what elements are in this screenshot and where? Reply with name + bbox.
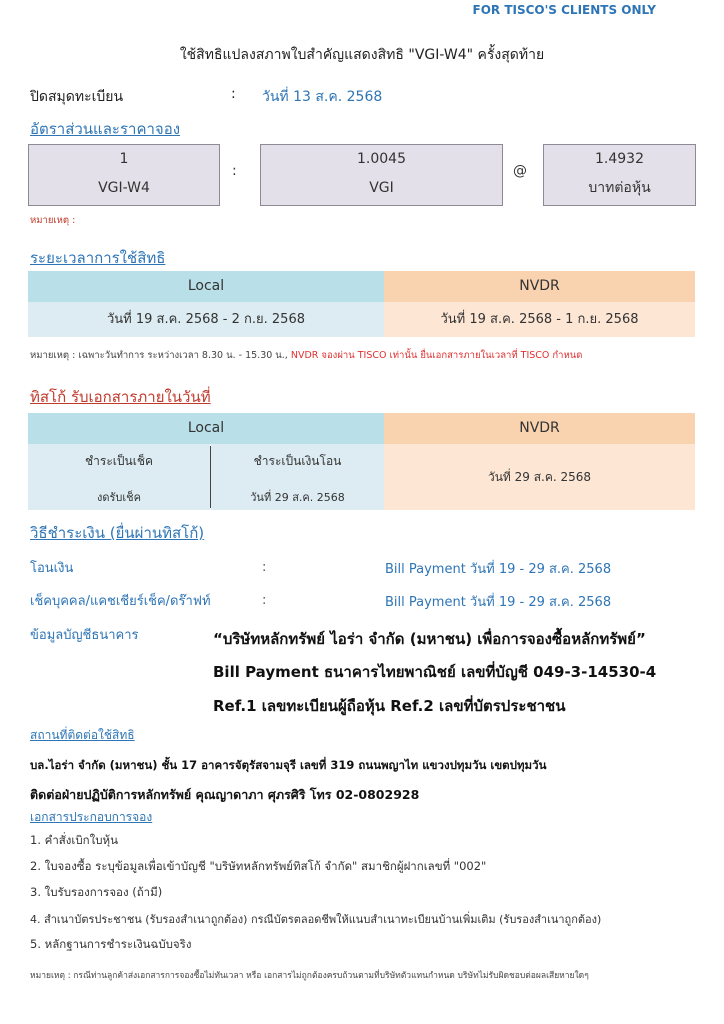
document-item: 2. ใบจองซื้อ ระบุข้อมูลเพื่อเข้าบัญชี "บริษัทหลักทรัพย์ทิสโก้ จำกัด" สมาชิกผู้ฝากเลขที่ "002" bbox=[30, 859, 487, 873]
ratio-box-share bbox=[260, 144, 503, 206]
submission-local-header: Local bbox=[28, 413, 384, 444]
ratio-box-price-unit: บาทต่อหุ้น bbox=[588, 180, 651, 196]
ratio-box-warrant bbox=[28, 144, 220, 206]
period-local-value: วันที่ 19 ส.ค. 2568 - 2 ก.ย. 2568 bbox=[28, 302, 384, 337]
submission-transfer-cell bbox=[211, 444, 384, 510]
period-nvdr-header: NVDR bbox=[384, 271, 695, 302]
submission-table bbox=[28, 413, 695, 510]
book-close-label: ปิดสมุดทะเบียน bbox=[30, 89, 124, 105]
ratio-separator-at: @ bbox=[513, 163, 527, 179]
period-note-nvdr: NVDR จองผ่าน TISCO เท่านั้น ยื่นเอกสารภายในเวลาที่ TISCO กำหนด bbox=[287, 350, 583, 361]
period-note bbox=[30, 348, 582, 363]
payment-cheque-value: Bill Payment วันที่ 19 - 29 ส.ค. 2568 bbox=[385, 595, 612, 610]
submission-transfer-label: ชำระเป็นเงินโอน bbox=[253, 454, 342, 468]
payment-transfer-colon: : bbox=[262, 560, 267, 575]
ratio-separator-colon: : bbox=[232, 163, 237, 179]
bank-account-number: Bill Payment ธนาคารไทยพาณิชย์ เลขที่บัญชี 049-3-14530-4 bbox=[213, 663, 657, 681]
ratio-heading: อัตราส่วนและราคาจอง bbox=[30, 120, 181, 138]
document-item: 4. สำเนาบัตรประชาชน (รับรองสำเนาถูกต้อง) กรณีบัตรตลอดชีพให้แนบสำเนาทะเบียนบ้านเพิ่มเติม (รับรองสำเนาถูกต้อง) bbox=[30, 913, 602, 926]
period-note-text: หมายเหตุ : เฉพาะวันทำการ ระหว่างเวลา 8.30 น. - 15.30 น., bbox=[30, 350, 288, 361]
submission-heading: ทิสโก้ รับเอกสารภายในวันที่ bbox=[30, 388, 211, 406]
documents-note: หมายเหตุ : กรณีท่านลูกค้าส่งเอกสารการจองซื้อไม่ทันเวลา หรือ เอกสารไม่ถูกต้องครบถ้วนตามที่บริษัทตัวแทนกำหนด บริษัทไม่รับผิดชอบต่อผลเสียหายใดๆ bbox=[30, 971, 589, 981]
submission-nvdr-header: NVDR bbox=[384, 413, 695, 444]
document-item: 5. หลักฐานการชำระเงินฉบับจริง bbox=[30, 937, 192, 951]
ratio-box-price-value: 1.4932 bbox=[595, 151, 644, 167]
payment-heading: วิธีชำระเงิน (ยื่นผ่านทิสโก้) bbox=[30, 524, 205, 542]
contact-phone: ติดต่อฝ่ายปฏิบัติการหลักทรัพย์ คุณญาดาภา ศุภรศิริ โทร 02-0802928 bbox=[30, 787, 420, 802]
bank-account-name: “บริษัทหลักทรัพย์ ไอร่า จำกัด (มหาชน) เพื่อการจองซื้อหลักทรัพย์” bbox=[213, 630, 646, 648]
documents-heading: เอกสารประกอบการจอง bbox=[30, 810, 153, 824]
ratio-box-price bbox=[543, 144, 696, 206]
submission-cheque-value: งดรับเช็ค bbox=[97, 491, 141, 504]
document-item: 3. ใบรับรองการจอง (ถ้ามี) bbox=[30, 885, 163, 899]
submission-transfer-value: วันที่ 29 ส.ค. 2568 bbox=[250, 491, 345, 504]
payment-transfer-label: โอนเงิน bbox=[30, 561, 74, 576]
ratio-box-share-symbol: VGI bbox=[369, 180, 394, 196]
submission-nvdr-value: วันที่ 29 ส.ค. 2568 bbox=[384, 444, 695, 510]
period-heading: ระยะเวลาการใช้สิทธิ bbox=[30, 249, 166, 267]
document-item: 1. คำสั่งเบิกใบหุ้น bbox=[30, 833, 118, 847]
bank-account-label: ข้อมูลบัญชีธนาคาร bbox=[30, 628, 139, 643]
contact-address: บล.ไอร่า จำกัด (มหาชน) ชั้น 17 อาคารจัตุรัสจามจุรี เลขที่ 319 ถนนพญาไท แขวงปทุมวัน เขตปทุมวัน bbox=[30, 758, 547, 772]
payment-cheque-colon: : bbox=[262, 593, 267, 608]
book-close-date: วันที่ 13 ส.ค. 2568 bbox=[262, 89, 383, 105]
period-nvdr-value: วันที่ 19 ส.ค. 2568 - 1 ก.ย. 2568 bbox=[384, 302, 695, 337]
submission-cheque-label: ชำระเป็นเช็ค bbox=[85, 454, 153, 468]
ratio-box-share-count: 1.0045 bbox=[357, 151, 406, 167]
ratio-box-warrant-count: 1 bbox=[119, 151, 129, 167]
payment-transfer-value: Bill Payment วันที่ 19 - 29 ส.ค. 2568 bbox=[385, 562, 612, 577]
contact-heading: สถานที่ติดต่อใช้สิทธิ bbox=[30, 728, 135, 742]
ratio-box-warrant-symbol: VGI-W4 bbox=[98, 180, 150, 196]
client-only-label: FOR TISCO'S CLIENTS ONLY bbox=[472, 3, 656, 17]
ratio-note: หมายเหตุ : bbox=[30, 215, 76, 226]
page-title: ใช้สิทธิแปลงสภาพใบสำคัญแสดงสิทธิ "VGI-W4" ครั้งสุดท้าย bbox=[179, 47, 545, 63]
submission-cheque-cell bbox=[28, 444, 210, 510]
book-close-colon: : bbox=[231, 86, 236, 102]
bank-account-refs: Ref.1 เลขทะเบียนผู้ถือหุ้น Ref.2 เลขที่บัตรประชาชน bbox=[213, 697, 566, 715]
period-local-header: Local bbox=[28, 271, 384, 302]
period-table bbox=[28, 271, 695, 337]
payment-cheque-label: เช็คบุคคล/แคชเชียร์เช็ค/ดร๊าฟท์ bbox=[30, 594, 211, 609]
